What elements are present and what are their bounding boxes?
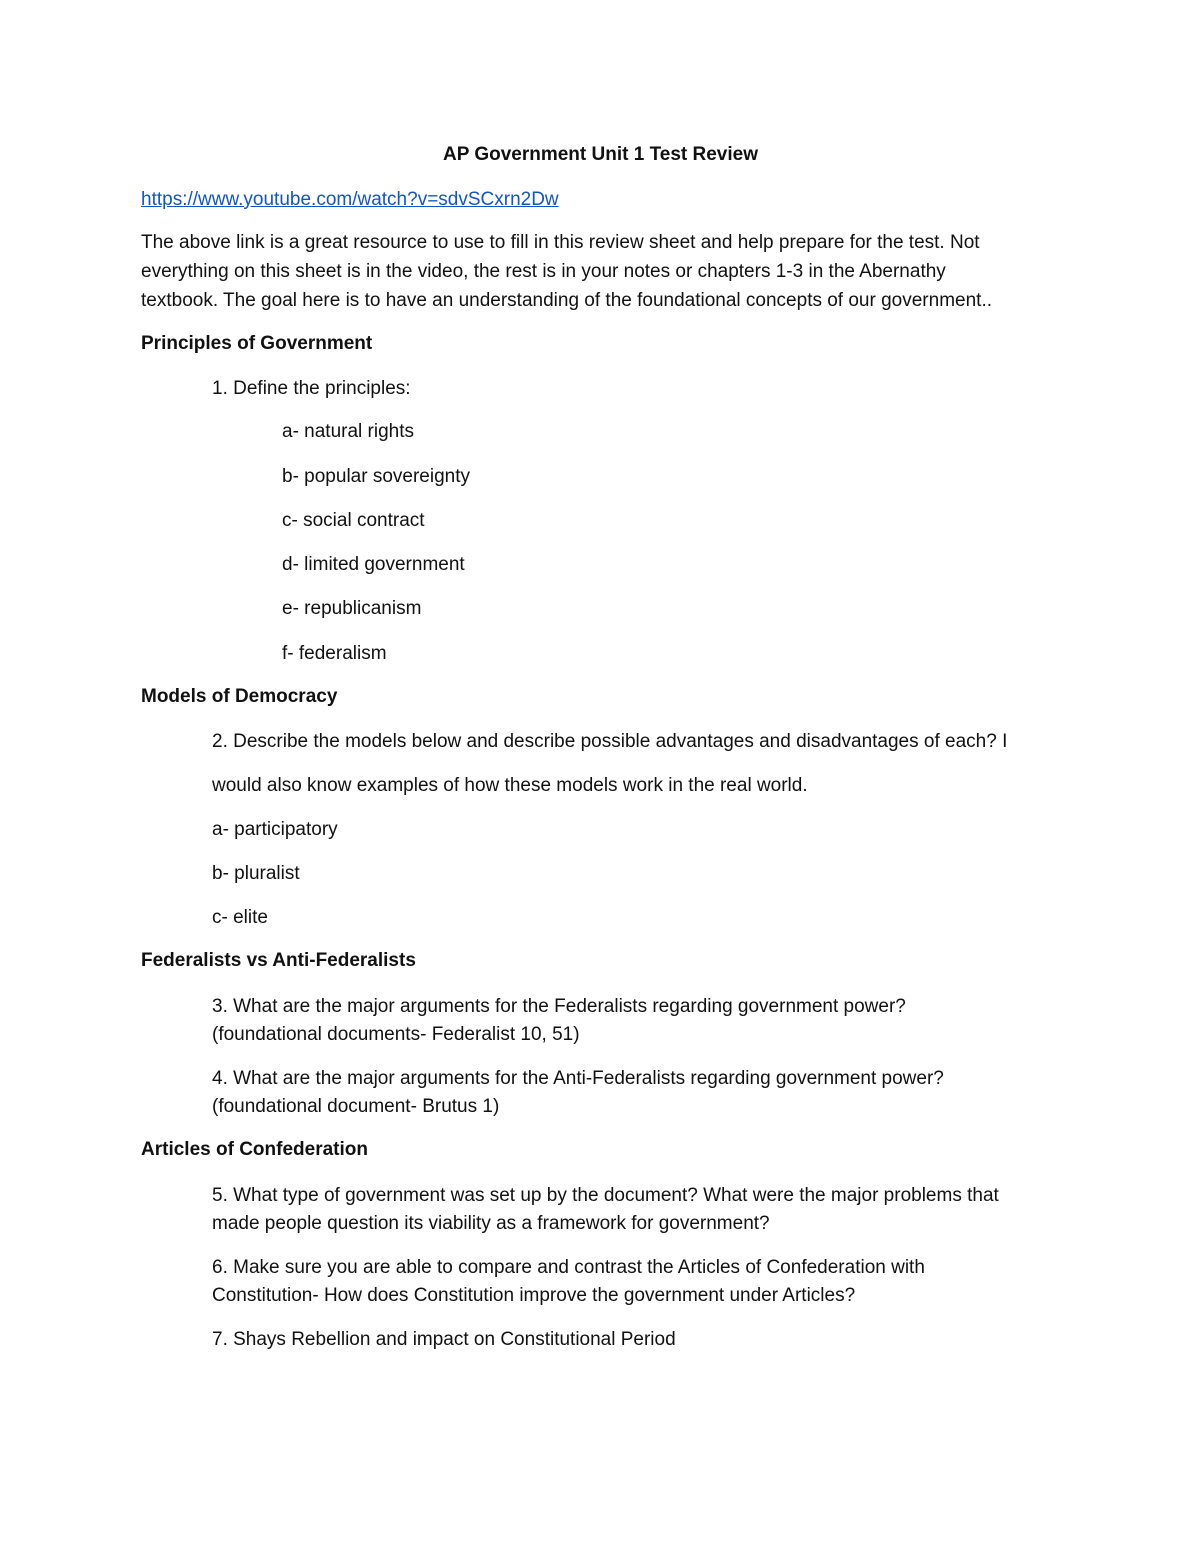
question-6-line-2: Constitution- How does Constitution improve the government under Articles? xyxy=(212,1285,856,1306)
intro-line-2: everything on this sheet is in the video, the rest is in your notes or chapters 1-3 in the Abernathy xyxy=(141,261,946,282)
intro-line-3: textbook. The goal here is to have an understanding of the foundational concepts of our government.. xyxy=(141,290,993,311)
question-3-line-1: 3. What are the major arguments for the Federalists regarding government power? xyxy=(212,996,906,1017)
question-4-line-2: (foundational document- Brutus 1) xyxy=(212,1096,500,1117)
question-2-line-1: 2. Describe the models below and describe possible advantages and disadvantages of each? I xyxy=(212,731,1008,752)
question-4-line-1: 4. What are the major arguments for the Anti-Federalists regarding government power? xyxy=(212,1068,944,1089)
model-item: c- elite xyxy=(212,907,268,928)
document-title: AP Government Unit 1 Test Review xyxy=(443,144,758,165)
principle-item: c- social contract xyxy=(282,510,425,531)
principle-item: a- natural rights xyxy=(282,421,415,442)
intro-line-1: The above link is a great resource to use to fill in this review sheet and help prepare for the test. Not xyxy=(141,232,980,253)
question-7: 7. Shays Rebellion and impact on Constitutional Period xyxy=(212,1329,676,1350)
question-6-line-1: 6. Make sure you are able to compare and contrast the Articles of Confederation with xyxy=(212,1257,925,1278)
question-5-line-1: 5. What type of government was set up by the document? What were the major problems that xyxy=(212,1185,999,1206)
youtube-link[interactable]: https://www.youtube.com/watch?v=sdvSCxrn2Dw xyxy=(141,189,559,210)
principle-item: f- federalism xyxy=(282,643,387,664)
question-1: 1. Define the principles: xyxy=(212,378,411,399)
principle-item: d- limited government xyxy=(282,554,465,575)
principle-item: e- republicanism xyxy=(282,598,422,619)
section-heading-principles: Principles of Government xyxy=(141,333,373,354)
section-heading-articles: Articles of Confederation xyxy=(141,1139,368,1160)
section-heading-models: Models of Democracy xyxy=(141,686,338,707)
question-5-line-2: made people question its viability as a framework for government? xyxy=(212,1213,770,1234)
section-heading-federalists: Federalists vs Anti-Federalists xyxy=(141,950,416,971)
model-item: a- participatory xyxy=(212,819,338,840)
principle-item: b- popular sovereignty xyxy=(282,466,470,487)
model-item: b- pluralist xyxy=(212,863,300,884)
question-3-line-2: (foundational documents- Federalist 10, 51) xyxy=(212,1024,580,1045)
question-2-line-2: would also know examples of how these models work in the real world. xyxy=(212,775,808,796)
